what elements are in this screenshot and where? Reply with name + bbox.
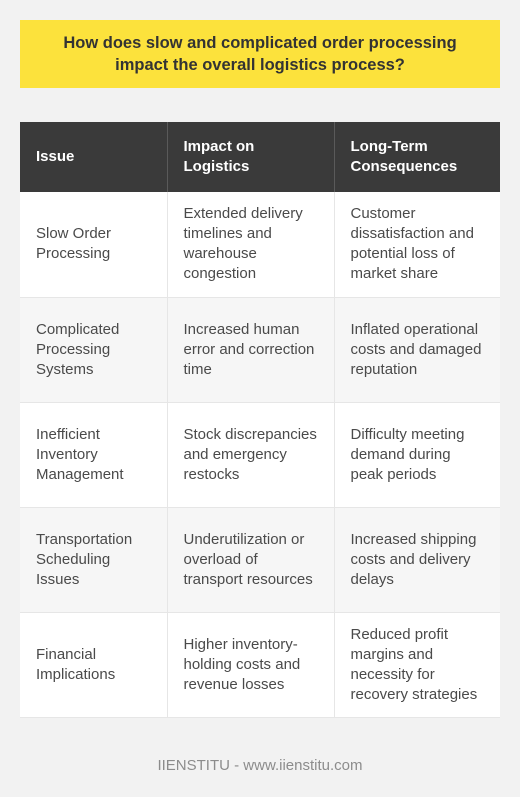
consequence-cell: Customer dissatisfaction and potential loss of market share bbox=[334, 192, 500, 297]
impact-cell: Higher inventory-holding costs and revenue losses bbox=[167, 612, 334, 717]
table-row bbox=[20, 297, 500, 402]
page-title: How does slow and complicated order processing impact the overall logistics process? bbox=[63, 34, 457, 74]
issue-cell: Inefficient Inventory Management bbox=[20, 402, 167, 507]
impact-cell: Stock discrepancies and emergency restocks bbox=[167, 402, 334, 507]
title-banner bbox=[20, 20, 500, 88]
consequence-cell: Reduced profit margins and necessity for recovery strategies bbox=[334, 612, 500, 717]
footer-credit: IIENSTITU - www.iienstitu.com bbox=[157, 757, 363, 774]
table-row bbox=[20, 507, 500, 612]
header-consequences: Long-Term Consequences bbox=[334, 122, 500, 192]
issue-cell: Transportation Scheduling Issues bbox=[20, 507, 167, 612]
header-issue: Issue bbox=[20, 122, 167, 192]
issue-cell: Slow Order Processing bbox=[20, 192, 167, 297]
impact-cell: Underutilization or overload of transport resources bbox=[167, 507, 334, 612]
issue-cell: Financial Implications bbox=[20, 612, 167, 717]
logistics-table bbox=[20, 122, 500, 718]
consequence-cell: Inflated operational costs and damaged reputation bbox=[334, 297, 500, 402]
table-header-row bbox=[20, 122, 500, 192]
table-row bbox=[20, 402, 500, 507]
consequence-cell: Difficulty meeting demand during peak periods bbox=[334, 402, 500, 507]
header-impact: Impact on Logistics bbox=[167, 122, 334, 192]
impact-cell: Increased human error and correction time bbox=[167, 297, 334, 402]
impact-cell: Extended delivery timelines and warehouse congestion bbox=[167, 192, 334, 297]
consequence-cell: Increased shipping costs and delivery delays bbox=[334, 507, 500, 612]
issue-cell: Complicated Processing Systems bbox=[20, 297, 167, 402]
table-row bbox=[20, 192, 500, 297]
table-row bbox=[20, 612, 500, 717]
